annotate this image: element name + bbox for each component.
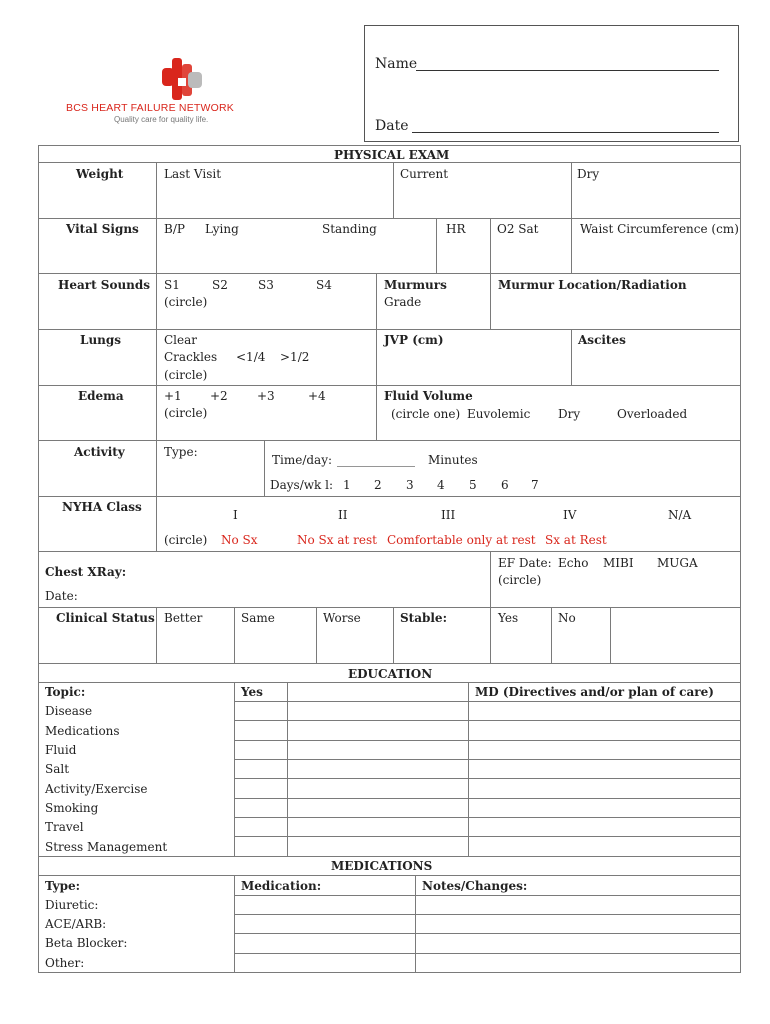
day-option-4[interactable]: 4 [437, 478, 445, 492]
medication-row: Diuretic: [45, 898, 99, 912]
topic-header: Topic: [45, 685, 86, 699]
weight-dry: Dry [577, 167, 600, 181]
time-day-label: Time/day: [272, 453, 333, 467]
muga-option[interactable]: MUGA [657, 556, 698, 570]
fluid-volume-label: Fluid Volume [384, 389, 473, 403]
day-option-2[interactable]: 2 [374, 478, 382, 492]
day-option-7[interactable]: 7 [531, 478, 539, 492]
s4-option[interactable]: S4 [316, 278, 332, 292]
physical-exam-title: PHYSICAL EXAM [334, 148, 450, 162]
ef-circle-note: (circle) [498, 573, 542, 587]
day-option-5[interactable]: 5 [469, 478, 477, 492]
vital-signs-label: Vital Signs [66, 222, 139, 236]
minutes-label: Minutes [428, 453, 478, 467]
name-label: Name [375, 56, 418, 72]
medication-row: ACE/ARB: [45, 917, 107, 931]
nyha-circle-note: (circle) [164, 533, 208, 547]
education-title: EDUCATION [348, 667, 433, 681]
better-option[interactable]: Better [164, 611, 203, 625]
edema-plus1[interactable]: +1 [164, 389, 182, 403]
ef-date-label: EF Date: [498, 556, 552, 570]
nyha-option-iv[interactable]: IV [563, 508, 577, 522]
heart-circle-note: (circle) [164, 295, 208, 309]
stable-yes-option[interactable]: Yes [498, 611, 519, 625]
o2-sat-label: O2 Sat [497, 222, 539, 236]
education-row: Travel [45, 820, 84, 834]
date-label: Date [375, 118, 409, 134]
day-option-6[interactable]: 6 [501, 478, 509, 492]
medication-row: Beta Blocker: [45, 936, 128, 950]
yes-header: Yes [241, 685, 263, 699]
education-row: Medications [45, 724, 120, 738]
quarter-option[interactable]: <1/4 [236, 350, 266, 364]
education-row: Activity/Exercise [45, 782, 148, 796]
medication-header: Medication: [241, 879, 322, 893]
dry-option[interactable]: Dry [558, 407, 581, 421]
edema-plus3[interactable]: +3 [257, 389, 275, 403]
murmurs-label: Murmurs [384, 278, 447, 292]
edema-plus2[interactable]: +2 [210, 389, 228, 403]
med-type-header: Type: [45, 879, 81, 893]
standing-label: Standing [322, 222, 377, 236]
nyha-option-ii[interactable]: II [338, 508, 348, 522]
edema-label: Edema [78, 389, 124, 403]
activity-label: Activity [74, 445, 125, 459]
nyha-desc-3: Comfortable only at rest [387, 533, 536, 547]
days-per-week-label: Days/wk l: [270, 478, 333, 492]
medication-row: Other: [45, 956, 85, 970]
clinical-status-label: Clinical Status [56, 611, 155, 625]
education-row: Stress Management [45, 840, 168, 854]
fluid-circle-note: (circle one) [391, 407, 461, 421]
md-header: MD (Directives and/or plan of care) [475, 685, 714, 699]
euvolemic-option[interactable]: Euvolemic [467, 407, 531, 421]
activity-type-label: Type: [164, 445, 198, 459]
s3-option[interactable]: S3 [258, 278, 274, 292]
waist-label: Waist Circumference (cm) [580, 222, 739, 236]
clear-option[interactable]: Clear [164, 333, 198, 347]
jvp-label: JVP (cm) [384, 333, 444, 347]
nyha-option-na[interactable]: N/A [668, 508, 692, 522]
edema-plus4[interactable]: +4 [308, 389, 326, 403]
heart-network-logo-icon [158, 58, 206, 100]
education-row: Fluid [45, 743, 77, 757]
heart-sounds-label: Heart Sounds [58, 278, 151, 292]
stable-label: Stable: [400, 611, 447, 625]
nyha-option-i[interactable]: I [233, 508, 238, 522]
worse-option[interactable]: Worse [323, 611, 361, 625]
medications-title: MEDICATIONS [331, 859, 433, 873]
time-day-field[interactable]: _____________ [337, 453, 415, 467]
echo-option[interactable]: Echo [558, 556, 589, 570]
overloaded-option[interactable]: Overloaded [617, 407, 688, 421]
half-option[interactable]: >1/2 [280, 350, 310, 364]
nyha-desc-4: Sx at Rest [545, 533, 607, 547]
logo-name: BCS HEART FAILURE NETWORK [66, 102, 234, 114]
weight-label: Weight [76, 167, 124, 181]
name-date-box [364, 25, 739, 142]
weight-current: Current [400, 167, 449, 181]
day-option-3[interactable]: 3 [406, 478, 414, 492]
nyha-option-iii[interactable]: III [441, 508, 456, 522]
education-row: Disease [45, 704, 93, 718]
education-row: Salt [45, 762, 70, 776]
stable-no-option[interactable]: No [558, 611, 576, 625]
grade-label: Grade [384, 295, 422, 309]
logo-tagline: Quality care for quality life. [114, 115, 209, 124]
nyha-desc-1: No Sx [221, 533, 258, 547]
hr-label: HR [446, 222, 466, 236]
lying-label: Lying [205, 222, 239, 236]
xray-date-label: Date: [45, 589, 78, 603]
day-option-1[interactable]: 1 [343, 478, 351, 492]
mibi-option[interactable]: MIBI [603, 556, 634, 570]
nyha-desc-2: No Sx at rest [297, 533, 377, 547]
lungs-circle-note: (circle) [164, 368, 208, 382]
ascites-label: Ascites [578, 333, 626, 347]
murmur-location-label: Murmur Location/Radiation [498, 278, 687, 292]
s2-option[interactable]: S2 [212, 278, 228, 292]
s1-option[interactable]: S1 [164, 278, 180, 292]
crackles-option[interactable]: Crackles [164, 350, 218, 364]
lungs-label: Lungs [80, 333, 122, 347]
edema-circle-note: (circle) [164, 406, 208, 420]
date-field[interactable] [412, 132, 719, 133]
education-row: Smoking [45, 801, 99, 815]
same-option[interactable]: Same [241, 611, 275, 625]
name-field[interactable] [416, 70, 719, 71]
weight-last-visit: Last Visit [164, 167, 222, 181]
chest-xray-label: Chest XRay: [45, 565, 127, 579]
notes-header: Notes/Changes: [422, 879, 528, 893]
bp-label: B/P [164, 222, 185, 236]
nyha-class-label: NYHA Class [62, 500, 142, 514]
